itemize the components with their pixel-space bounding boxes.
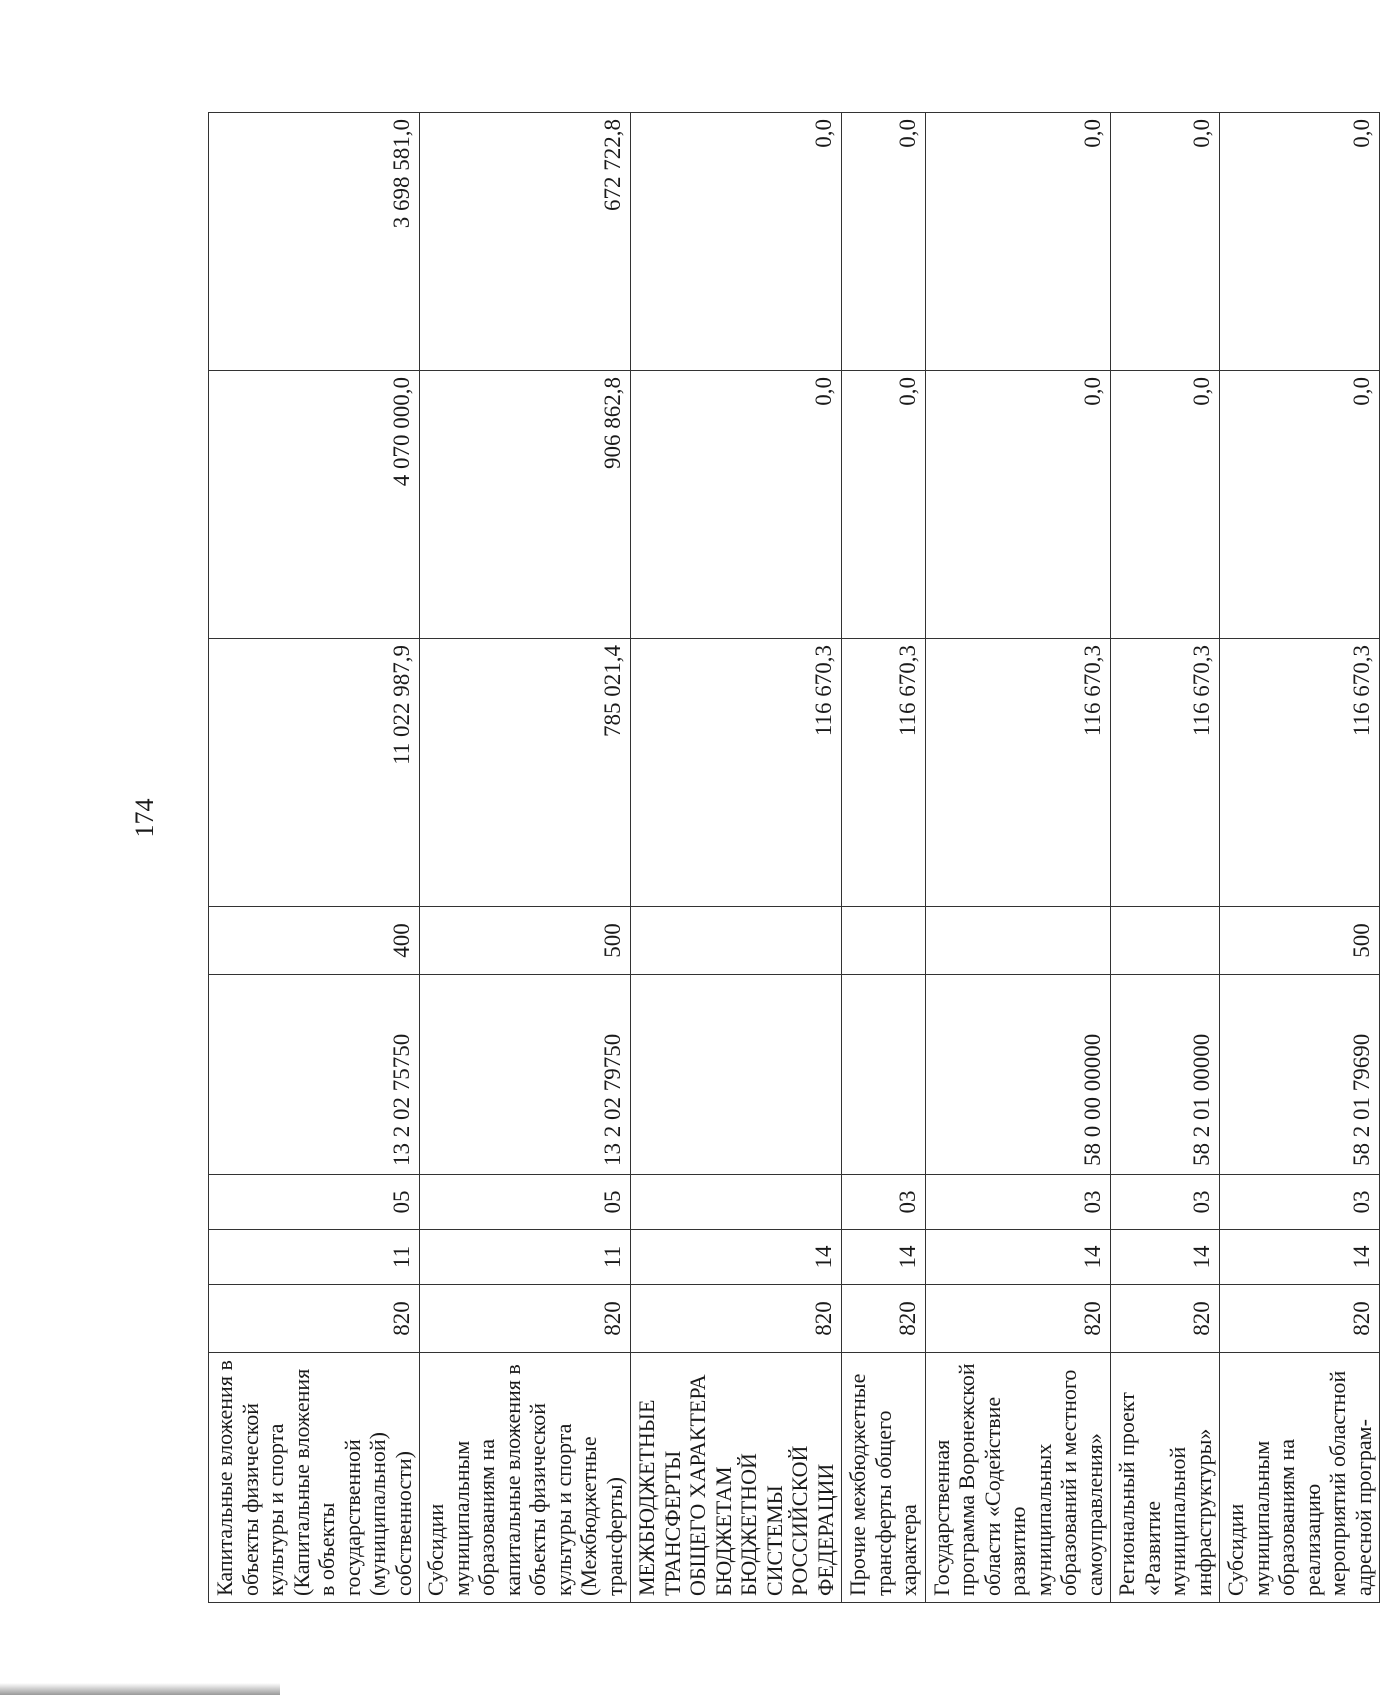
cell-vr: 400 (209, 907, 420, 975)
cell-value-3: 0,0 (842, 113, 926, 371)
table-row (1220, 113, 1380, 1603)
cell-csr: 13 2 02 79750 (420, 975, 631, 1175)
cell-value-2: 0,0 (925, 371, 1111, 639)
table-row (420, 113, 631, 1603)
cell-ved: 820 (420, 1285, 631, 1353)
cell-value-3: 0,0 (631, 113, 842, 371)
cell-csr (842, 975, 926, 1175)
row-name: Государственная программа Воронежской области «Содействие развитию муниципальных образований и местного самоуправления» (925, 1353, 1111, 1603)
cell-pr: 03 (1111, 1175, 1220, 1230)
table-row (925, 113, 1111, 1603)
cell-value-2: 0,0 (631, 371, 842, 639)
cell-value-3: 0,0 (925, 113, 1111, 371)
cell-value-1: 116 670,3 (631, 639, 842, 907)
row-name: Региональный проект «Развитие муниципальной инфраструктуры» (1111, 1353, 1220, 1603)
cell-rz: 11 (209, 1230, 420, 1285)
cell-rz: 14 (1220, 1230, 1380, 1285)
rotated-table-wrapper (208, 113, 1376, 1603)
table-row (842, 113, 926, 1603)
cell-vr: 500 (420, 907, 631, 975)
cell-value-2: 0,0 (842, 371, 926, 639)
cell-vr (1111, 907, 1220, 975)
row-name: Субсидии муниципальным образованиям на капитальные вложения в объекты физической культуры и спорта (Межбюджетные трансферты) (420, 1353, 631, 1603)
cell-pr: 05 (209, 1175, 420, 1230)
cell-vr (631, 907, 842, 975)
cell-value-2: 0,0 (1220, 371, 1380, 639)
cell-csr: 58 2 01 00000 (1111, 975, 1220, 1175)
table-row (209, 113, 420, 1603)
cell-value-3: 0,0 (1220, 113, 1380, 371)
row-name: Капитальные вложения в объекты физической культуры и спорта (Капитальные вложения в объекты государственной (муниципальной) собственности) (209, 1353, 420, 1603)
cell-csr: 58 0 00 00000 (925, 975, 1111, 1175)
cell-rz: 14 (631, 1230, 842, 1285)
row-name: МЕЖБЮДЖЕТНЫЕ ТРАНСФЕРТЫ ОБЩЕГО ХАРАКТЕРА БЮДЖЕТАМ БЮДЖЕТНОЙ СИСТЕМЫ РОССИЙСКОЙ ФЕДЕРАЦИИ (631, 1353, 842, 1603)
cell-pr: 03 (842, 1175, 926, 1230)
cell-ved: 820 (631, 1285, 842, 1353)
cell-rz: 14 (925, 1230, 1111, 1285)
budget-table (208, 112, 1380, 1603)
cell-ved: 820 (1220, 1285, 1380, 1353)
page-number: 174 (130, 798, 159, 838)
cell-value-3: 672 722,8 (420, 113, 631, 371)
table-row (631, 113, 842, 1603)
cell-csr (631, 975, 842, 1175)
scan-edge-mark (0, 1683, 280, 1695)
cell-value-3: 0,0 (1111, 113, 1220, 371)
table-row (1111, 113, 1220, 1603)
cell-value-1: 785 021,4 (420, 639, 631, 907)
cell-csr: 13 2 02 75750 (209, 975, 420, 1175)
cell-value-1: 116 670,3 (842, 639, 926, 907)
cell-value-2: 0,0 (1111, 371, 1220, 639)
cell-value-2: 4 070 000,0 (209, 371, 420, 639)
row-name: Прочие межбюджетные трансферты общего характера (842, 1353, 926, 1603)
cell-value-1: 11 022 987,9 (209, 639, 420, 907)
cell-rz: 14 (1111, 1230, 1220, 1285)
cell-pr (631, 1175, 842, 1230)
cell-ved: 820 (1111, 1285, 1220, 1353)
cell-csr: 58 2 01 79690 (1220, 975, 1380, 1175)
row-name: Субсидии муниципальным образованиям на реализацию мероприятий областной адресной програм- (1220, 1353, 1380, 1603)
cell-value-2: 906 862,8 (420, 371, 631, 639)
cell-pr: 03 (925, 1175, 1111, 1230)
cell-vr: 500 (1220, 907, 1380, 975)
cell-value-1: 116 670,3 (925, 639, 1111, 907)
cell-value-1: 116 670,3 (1111, 639, 1220, 907)
cell-rz: 14 (842, 1230, 926, 1285)
cell-pr: 03 (1220, 1175, 1380, 1230)
cell-pr: 05 (420, 1175, 631, 1230)
cell-rz: 11 (420, 1230, 631, 1285)
cell-value-1: 116 670,3 (1220, 639, 1380, 907)
cell-ved: 820 (209, 1285, 420, 1353)
cell-vr (842, 907, 926, 975)
cell-value-3: 3 698 581,0 (209, 113, 420, 371)
cell-ved: 820 (925, 1285, 1111, 1353)
cell-vr (925, 907, 1111, 975)
cell-ved: 820 (842, 1285, 926, 1353)
